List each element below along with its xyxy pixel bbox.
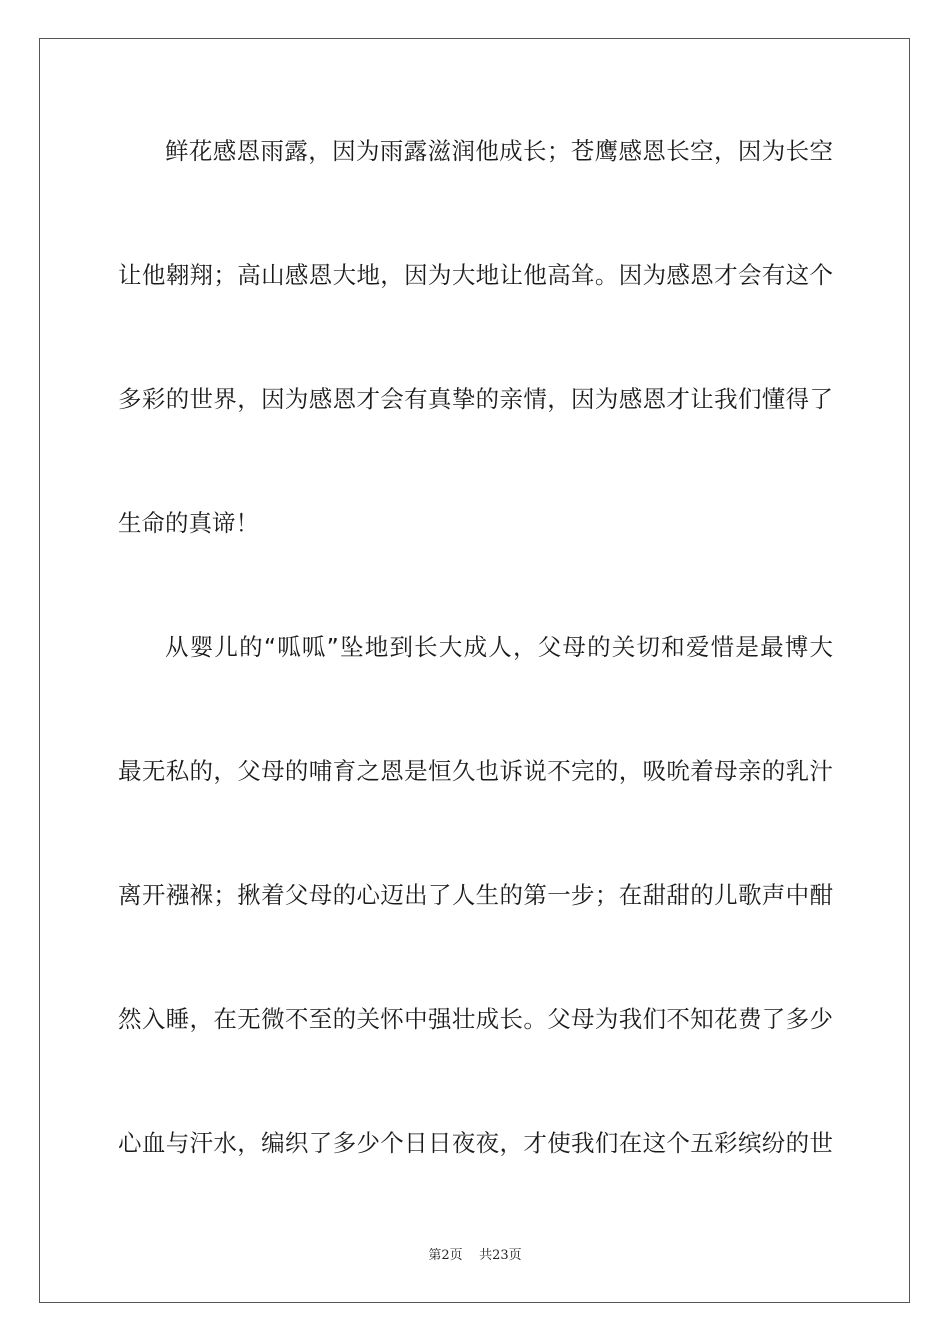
text-line: 从婴儿的“呱呱”坠地到长大成人，父母的关切和爱惜是最博大 [165,633,833,661]
text-line: 鲜花感恩雨露，因为雨露滋润他成长；苍鹰感恩长空，因为长空 [165,137,833,165]
text-line: 最无私的，父母的哺育之恩是恒久也诉说不完的，吸吮着母亲的乳汁 [118,757,833,785]
page-footer [0,1247,950,1265]
text-line: 然入睡，在无微不至的关怀中强壮成长。父母为我们不知花费了多少 [118,1005,833,1033]
text-line: 让他翱翔；高山感恩大地，因为大地让他高耸。因为感恩才会有这个 [118,261,833,289]
text-line: 心血与汗水，编织了多少个日日夜夜，才使我们在这个五彩缤纷的世 [118,1129,833,1157]
page-number: 第2页 [428,1248,463,1263]
page-total: 共23页 [479,1248,522,1263]
text-line: 多彩的世界，因为感恩才会有真挚的亲情，因为感恩才让我们懂得了 [118,385,833,413]
text-line: 生命的真谛！ [118,509,259,537]
text-line: 离开襁褓；揪着父母的心迈出了人生的第一步；在甜甜的儿歌声中酣 [118,881,833,909]
page-border [39,38,910,1303]
